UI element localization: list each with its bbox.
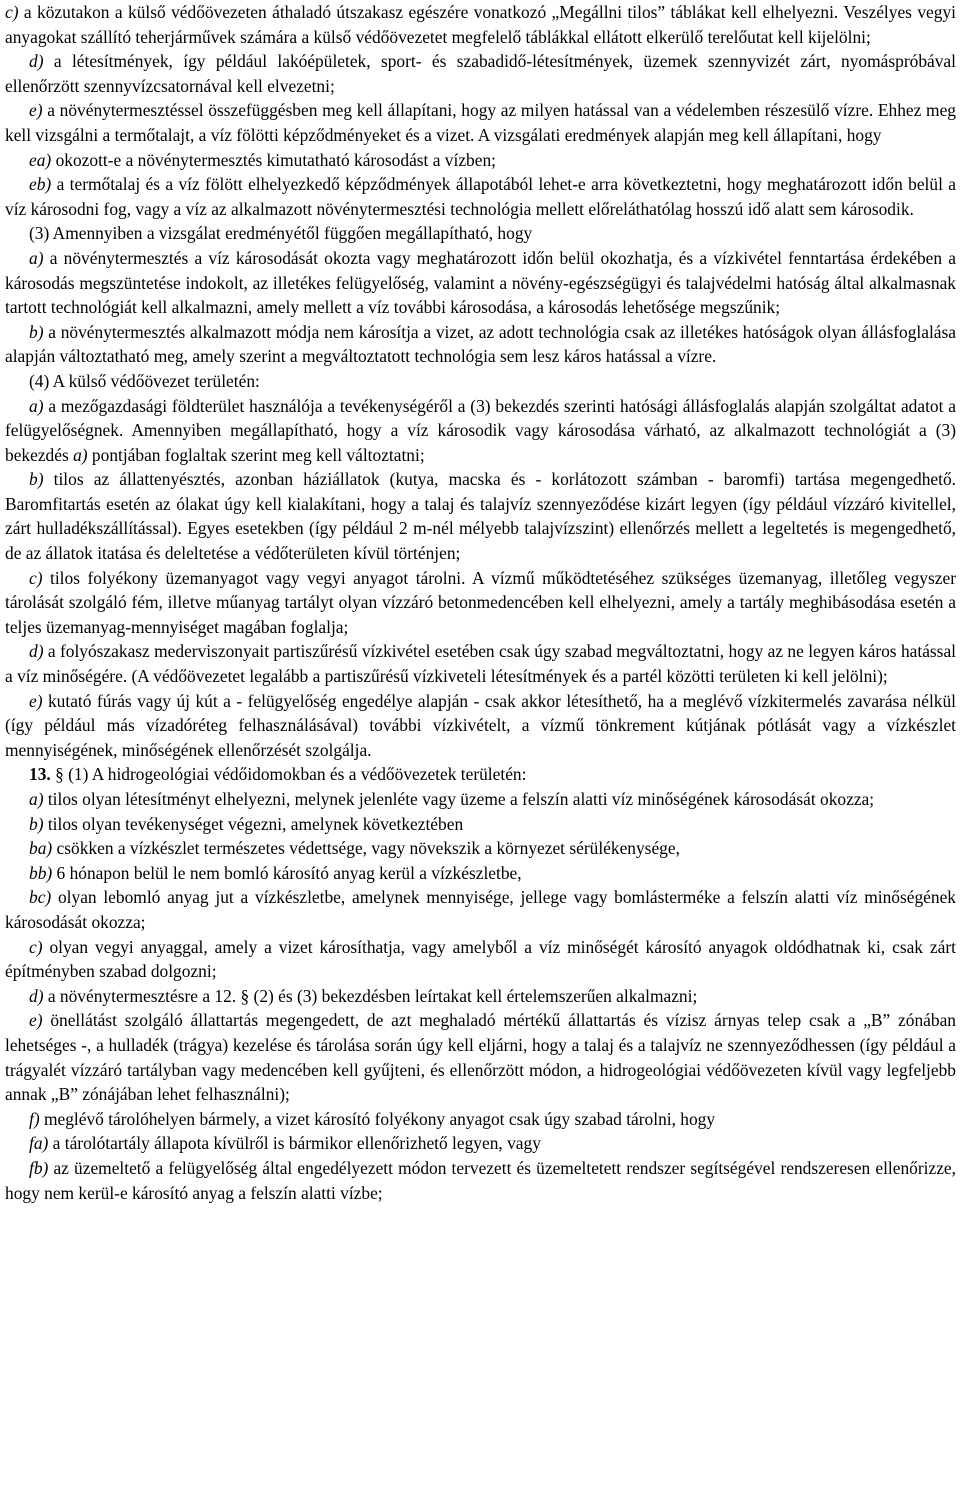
list-marker: e) bbox=[29, 100, 43, 121]
paragraph-text: a növénytermesztésre a 12. § (2) és (3) bekezdésben leírtakat kell értelemszerűen alkalmazni; bbox=[43, 985, 698, 1006]
paragraph bbox=[5, 861, 956, 886]
list-marker: b) bbox=[29, 321, 44, 342]
paragraph bbox=[5, 467, 956, 565]
paragraph-text: önellátást szolgáló állattartás megengedett, de azt meghaladó mértékű állattartás és vízisz árnyas telep csak a „B” zónában lehetséges -, a hulladék (trágya) kezelése és tárolása során úgy kell eljárni, hogy a talaj és a talajvíz ne szennyeződhessen (így például a trágyalét vízzáró tartályban vagy medencében kell gyűjteni, és ellenőrzött módon, a hidrogeológiai védőövezeten kívül vagy legfeljebb annak „B” zónájában lehet felhasználni); bbox=[5, 1010, 956, 1105]
paragraph bbox=[5, 836, 956, 861]
paragraph-text: okozott-e a növénytermesztés kimutatható károsodást a vízben; bbox=[51, 149, 496, 170]
paragraph bbox=[5, 566, 956, 640]
list-marker: bc) bbox=[29, 887, 52, 908]
paragraph bbox=[5, 984, 956, 1009]
list-marker: bb) bbox=[29, 862, 53, 883]
list-marker: e) bbox=[29, 1010, 43, 1031]
paragraph-text: 6 hónapon belül le nem bomló károsító anyag kerül a vízkészletbe, bbox=[52, 862, 522, 883]
paragraph-text: a tárolótartály állapota kívülről is bármikor ellenőrizhető legyen, vagy bbox=[48, 1133, 541, 1154]
paragraph bbox=[5, 246, 956, 320]
list-marker: b) bbox=[29, 469, 44, 490]
list-marker: ea) bbox=[29, 149, 52, 170]
list-marker: fb) bbox=[29, 1157, 49, 1178]
list-marker: a) bbox=[29, 247, 44, 268]
paragraph bbox=[5, 221, 956, 246]
paragraph-text: olyan vegyi anyaggal, amely a vizet károsíthatja, vagy amelyből a víz minőségét károsító anyagok oldódhatnak ki, csak zárt építményben szabad dolgozni; bbox=[5, 936, 956, 982]
list-marker: eb) bbox=[29, 174, 52, 195]
list-marker: a) bbox=[29, 789, 44, 809]
list-marker: b) bbox=[29, 813, 44, 834]
paragraph bbox=[5, 1107, 956, 1132]
section-heading-paragraph bbox=[5, 762, 956, 787]
paragraph bbox=[5, 1131, 956, 1156]
paragraph bbox=[5, 172, 956, 221]
paragraph-text: csökken a vízkészlet természetes védettsége, vagy növekszik a környezet sérülékenysége, bbox=[52, 838, 680, 859]
paragraph-text: tilos olyan létesítményt elhelyezni, melynek jelenléte vagy üzeme a felszín alatti víz minőségének károsodását okozza; bbox=[43, 789, 875, 809]
paragraph bbox=[5, 0, 956, 49]
paragraph bbox=[5, 394, 956, 468]
paragraph bbox=[5, 1008, 956, 1106]
paragraph bbox=[5, 320, 956, 369]
paragraph bbox=[5, 935, 956, 984]
paragraph-text: a termőtalaj és a víz fölött elhelyezkedő képződmények állapotából lehet-e arra következtetni, hogy meghatározott időn belül a víz károsodni fog, vagy a víz az alkalmazott növénytermesztési technológia mellett előreláthatólag hosszú idő alatt sem károsodik. bbox=[5, 174, 956, 219]
paragraph-text: a folyószakasz mederviszonyait partiszűrésű vízkivétel esetében csak úgy szabad megváltoztatni, hogy az ne legyen káros hatással a víz minőségére. (A védőövezetet legalább a partiszűrésű vízkiveteli létesítmények és a partél közötti területen ki kell jelölni); bbox=[5, 641, 956, 687]
paragraph bbox=[5, 98, 956, 147]
list-marker: a) bbox=[29, 395, 44, 416]
paragraph-text: a növénytermesztés alkalmazott módja nem károsítja a vizet, az adott technológia csak az illetékes hatóságok olyan állásfoglalása alapján változtatható meg, amely szerint a megváltoztatott technológia sem lesz káros hatással a vízre. bbox=[5, 321, 956, 367]
paragraph-text: tilos olyan tevékenységet végezni, amelynek következtében bbox=[43, 813, 464, 834]
paragraph bbox=[5, 148, 956, 173]
paragraph-text: az üzemeltető a felügyelőség által engedélyezett módon tervezett és üzemeltetett rendszer segítségével rendszeresen ellenőrizze, hogy nem kerül-e károsító anyag a felszín alatti vízbe; bbox=[5, 1157, 956, 1203]
paragraph-text: meglévő tárolóhelyen bármely, a vizet károsító folyékony anyagot csak úgy szabad tárolni, hogy bbox=[39, 1108, 716, 1129]
list-marker: c) bbox=[29, 936, 43, 957]
paragraph-text: a mezőgazdasági földterület használója a tevékenységéről a (3) bekezdés szerinti hatósági állásfoglalás alapján szolgáltat adatot a felügyelőségnek. Amennyiben megállapítható, hogy a víz károsodik vagy károsodása várható, az alkalmazott technológiát a (3) bekezdés bbox=[5, 395, 956, 465]
paragraph-text-cont: pontjában foglaltak szerint meg kell változtatni; bbox=[87, 444, 425, 465]
paragraph bbox=[5, 369, 956, 394]
list-marker: e) bbox=[29, 690, 43, 711]
paragraph-text: tilos az állattenyésztés, azonban háziállatok (kutya, macska és - korlátozott számban - baromfi) tartása megengedhető. Baromfitartás esetén az ólakat úgy kell kialakítani, hogy a talaj és talajvíz szennyeződése kizárt legyen (így például vízzáró kivitellel, zárt hulladékszállítással). Egyes esetekben (így például 2 m-nél mélyebb talajvízszint) ellenőrzés mellett a legeltetés is megengedhető, de az állatok itatása és deleltetése a védőterületen kívül történjen; bbox=[5, 469, 956, 564]
paragraph-text: kutató fúrás vagy új kút a - felügyelőség engedélye alapján - csak akkor létesíthető, ha a meglévő vízkitermelés zavarása nélkül (így például más vízadóréteg felhasználásával) további vízkivételt, a vízmű tönkrement kútjának pótlását vagy a vízkészlet mennyiségének, minőségének ellenőrzését szolgálja. bbox=[5, 690, 956, 760]
paragraph bbox=[5, 885, 956, 934]
paragraph bbox=[5, 689, 956, 763]
list-marker: ba) bbox=[29, 838, 53, 859]
inline-marker: a) bbox=[73, 444, 88, 465]
list-marker: c) bbox=[29, 567, 43, 588]
paragraph-text: (3) Amennyiben a vizsgálat eredményétől függően megállapítható, hogy bbox=[29, 223, 533, 244]
paragraph-text: a növénytermesztés a víz károsodását okozta vagy meghatározott időn belül okozhatja, és a vízkivétel fenntartása érdekében a károsodás megszüntetése indokolt, az illetékes felügyelőség, valamint a növény-egészségügyi és talajvédelmi hatóság által alkalmasnak tartott technológiát kell alkalmazni, amely mellett a víz további károsodása, a károsodás lehetősége megszűnik; bbox=[5, 247, 956, 318]
paragraph bbox=[5, 787, 956, 812]
paragraph-text: a közutakon a külső védőövezeten áthaladó útszakasz egészére vonatkozó „Megállni tilos” táblákat kell elhelyezni. Veszélyes vegyi anyagokat szállító teherjárművek számára a külső védőövezetet megfelelő táblákkal ellátott elkerülő terelőutat kell kijelölni; bbox=[5, 2, 956, 47]
paragraph-text: olyan lebomló anyag jut a vízkészletbe, amelynek mennyisége, jellege vagy bomlásterméke a felszín alatti víz minőségének károsodását okozza; bbox=[5, 887, 956, 932]
paragraph-text: (4) A külső védőövezet területén: bbox=[29, 370, 260, 391]
list-marker: d) bbox=[29, 985, 44, 1006]
paragraph bbox=[5, 639, 956, 688]
section-number: 13. bbox=[29, 764, 51, 785]
paragraph bbox=[5, 1156, 956, 1205]
list-marker: d) bbox=[29, 51, 44, 72]
paragraph-text: § (1) A hidrogeológiai védőidomokban és a védőövezetek területén: bbox=[50, 764, 527, 785]
paragraph-text: a növénytermesztéssel összefüggésben meg kell állapítani, hogy az milyen hatással van a védelemben részesülő vízre. Ehhez meg kell vizsgálni a termőtalajt, a víz fölötti képződményeket és a vizet. A vizsgálati eredmények alapján meg kell állapítani, hogy bbox=[5, 100, 956, 145]
list-marker: d) bbox=[29, 641, 44, 662]
paragraph bbox=[5, 812, 956, 837]
list-marker: c) bbox=[5, 2, 19, 22]
paragraph-text: tilos folyékony üzemanyagot vagy vegyi anyagot tárolni. A vízmű működtetéséhez szükséges üzemanyag, illetőleg vegyszer tárolását szolgáló fém, illetve műanyag tartályt olyan vízzáró betonmedencében kell elhelyezni, amely a tartály meghibásodása esetén a teljes üzemanyag-mennyiséget magában foglalja; bbox=[5, 567, 956, 637]
list-marker: fa) bbox=[29, 1133, 49, 1154]
list-marker: f) bbox=[29, 1108, 40, 1129]
paragraph-text: a létesítmények, így például lakóépületek, sport- és szabadidő-létesítmények, üzemek szennyvizét zárt, nyomáspróbával ellenőrzött szennyvízcsatornával kell elvezetni; bbox=[5, 51, 956, 96]
paragraph bbox=[5, 49, 956, 98]
